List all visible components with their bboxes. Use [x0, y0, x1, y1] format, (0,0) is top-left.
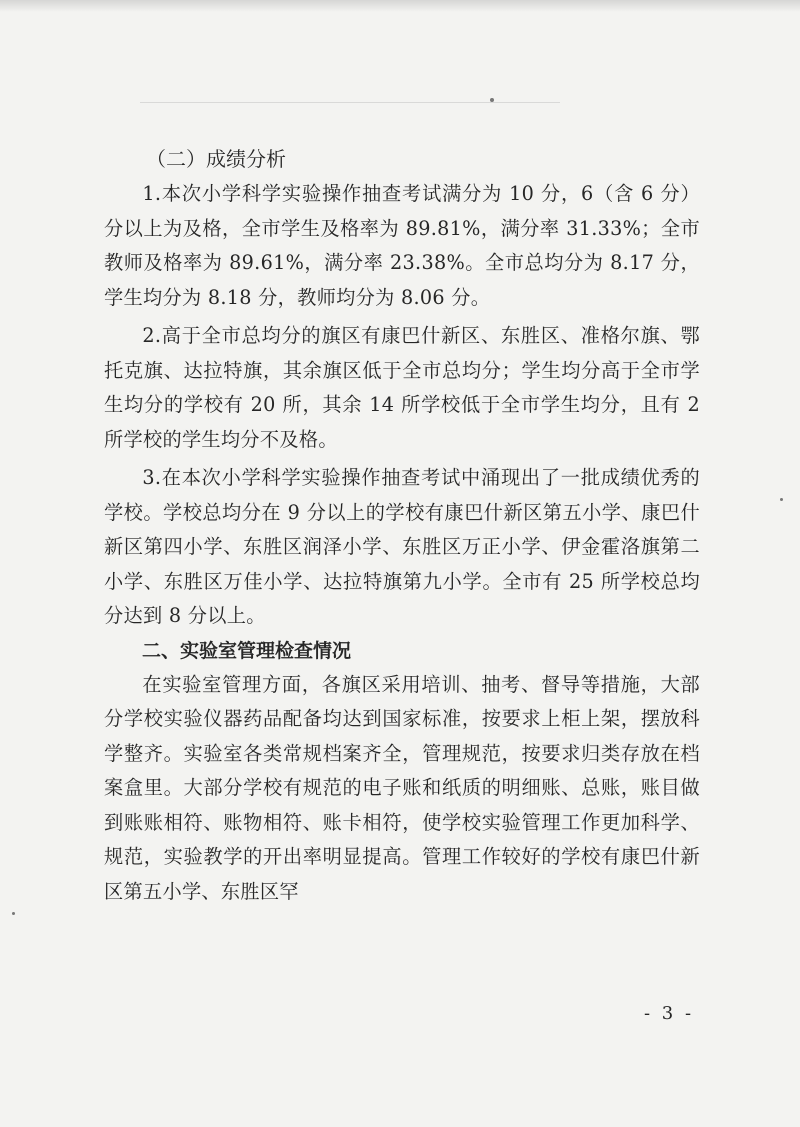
document-body: [104, 142, 700, 909]
scan-speck: [12, 912, 15, 915]
scan-shadow: [0, 0, 800, 12]
scan-speck: [780, 498, 783, 501]
paragraph-3: 3.在本次小学科学实验操作抽查考试中涌现出了一批成绩优秀的学校。学校总均分在 9 分以上的学校有康巴什新区第五小学、康巴什新区第四小学、东胜区润泽小学、东胜区万正小学、伊金霍洛旗第二小学、东胜区万佳小学、达拉特旗第九小学。全市有 25 所学校总均分达到 8 分以上。: [104, 466, 700, 627]
scan-speck: [490, 98, 494, 102]
section-heading-lab-management: 二、实验室管理检查情况: [142, 639, 352, 662]
section-heading-score-analysis: （二）成绩分析: [146, 147, 286, 171]
paragraph-2: 2.高于全市总均分的旗区有康巴什新区、东胜区、准格尔旗、鄂托克旗、达拉特旗，其余旗区低于全市总均分；学生均分高于全市学生均分的学校有 20 所，其余 14 所学校低于全市学生均分，且有 2 所学校的学生均分不及格。: [104, 324, 700, 451]
scan-line: [140, 102, 560, 103]
paragraph-lab-management: 在实验室管理方面，各旗区采用培训、抽考、督导等措施，大部分学校实验仪器药品配备均达到国家标准，按要求上柜上架，摆放科学整齐。实验室各类常规档案齐全，管理规范，按要求归类存放在档案盒里。大部分学校有规范的电子账和纸质的明细账、总账，账目做到账账相符、账物相符、账卡相符，使学校实验管理工作更加科学、规范，实验教学的开出率明显提高。管理工作较好的学校有康巴什新区第五小学、东胜区罕: [104, 672, 700, 903]
paragraph-1: 1.本次小学科学实验操作抽查考试满分为 10 分，6（含 6 分）分以上为及格，全市学生及格率为 89.81%，满分率 31.33%；全市教师及格率为 89.61%，满分率 23.38%。全市总均分为 8.17 分，学生均分为 8.18 分，教师均分为 8.06 分。: [104, 182, 700, 309]
page-number: - 3 -: [644, 1003, 695, 1024]
